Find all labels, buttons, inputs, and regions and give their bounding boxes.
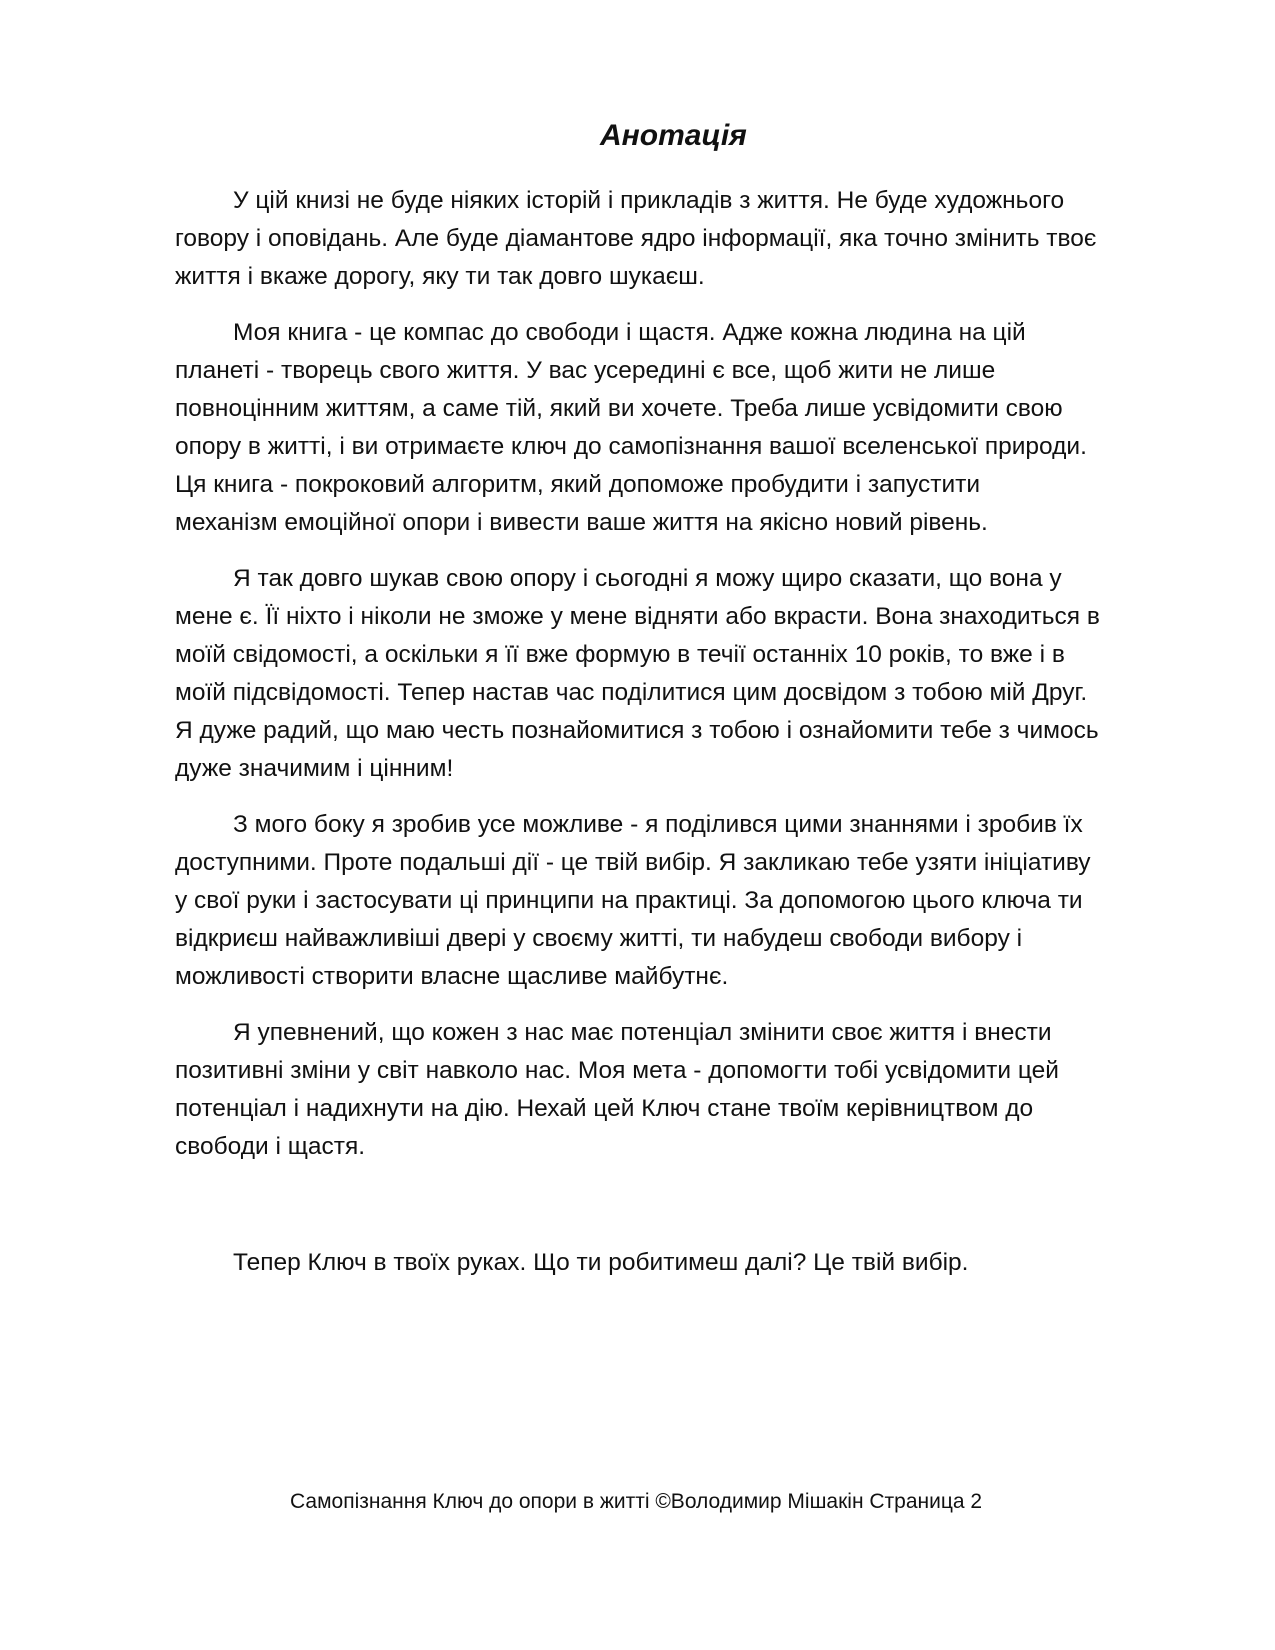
paragraph-line: Я упевнений, що кожен з нас має потенціал змінити своє життя і внести	[233, 1019, 1052, 1046]
paragraph-line: свободи і щастя.	[175, 1133, 366, 1160]
annotation-body	[175, 182, 1185, 1300]
paragraph-line: у свої руки і застосувати ці принципи на практиці. За допомогою цього ключа ти	[175, 887, 1083, 914]
paragraph	[175, 1014, 1185, 1166]
paragraph-line: Моя книга - це компас до свободи і щастя. Адже кожна людина на цій	[233, 319, 1026, 346]
spacer	[175, 1184, 1185, 1244]
paragraph-line: життя і вкаже дорогу, яку ти так довго шукаєш.	[175, 263, 705, 290]
paragraph-line: відкриєш найважливіші двері у своєму житті, ти набудеш свободи вибору і	[175, 925, 1023, 952]
paragraph-line: механізм емоційної опори і вивести ваше життя на якісно новий рівень.	[175, 509, 988, 536]
paragraph-line: У цій книзі не буде ніяких історій і прикладів з життя. Не буде художнього	[233, 187, 1065, 214]
paragraph-line: потенціал і надихнути на дію. Нехай цей Ключ стане твоїм керівництвом до	[175, 1095, 1034, 1122]
paragraph-line: З мого боку я зробив усе можливе - я поділився цими знаннями і зробив їх	[233, 811, 1083, 838]
paragraph	[175, 560, 1185, 788]
paragraph-line: говору і оповідань. Але буде діамантове ядро інформації, яка точно змінить твоє	[175, 225, 1097, 252]
paragraph-line: можливості створити власне щасливе майбутнє.	[175, 963, 729, 990]
paragraph-line: Я дуже радий, що маю честь познайомитися з тобою і ознайомити тебе з чимось	[175, 717, 1099, 744]
paragraph-line: дуже значимим і цінним!	[175, 755, 454, 782]
paragraph	[175, 314, 1185, 542]
paragraph-line: моїй свідомості, а оскільки я її вже формую в течії останніх 10 років, то вже і в	[175, 641, 1065, 668]
closing-paragraph	[175, 1244, 1185, 1282]
paragraph-line: моїй підсвідомості. Тепер настав час поділитися цим досвідом з тобою мій Друг.	[175, 679, 1088, 706]
page-title: Анотація	[600, 119, 747, 152]
paragraph-line: опору в житті, і ви отримаєте ключ до самопізнання вашої вселенської природи.	[175, 433, 1087, 460]
paragraph-line: доступними. Проте подальші дії - це твій вибір. Я закликаю тебе узяти ініціативу	[175, 849, 1091, 876]
paragraph-line: позитивні зміни у світ навколо нас. Моя мета - допомогти тобі усвідомити цей	[175, 1057, 1059, 1084]
closing-line: Тепер Ключ в твоїх руках. Що ти робитимеш далі? Це твій вибір.	[233, 1249, 969, 1276]
paragraph-line: Я так довго шукав свою опору і сьогодні я можу щиро сказати, що вона у	[233, 565, 1062, 592]
paragraph-line: повноцінним життям, а саме тій, який ви хочете. Треба лише усвідомити свою	[175, 395, 1063, 422]
paragraph	[175, 182, 1185, 296]
paragraph-line: планеті - творець свого життя. У вас усередині є все, щоб жити не лише	[175, 357, 996, 384]
paragraph-line: мене є. Її ніхто і ніколи не зможе у мене відняти або вкрасти. Вона знаходиться в	[175, 603, 1100, 630]
paragraph	[175, 806, 1185, 996]
paragraph-line: Ця книга - покроковий алгоритм, який допоможе пробудити і запустити	[175, 471, 981, 498]
page-footer: Самопізнання Ключ до опори в житті ©Володимир Мішакін Страница 2	[290, 1490, 983, 1513]
